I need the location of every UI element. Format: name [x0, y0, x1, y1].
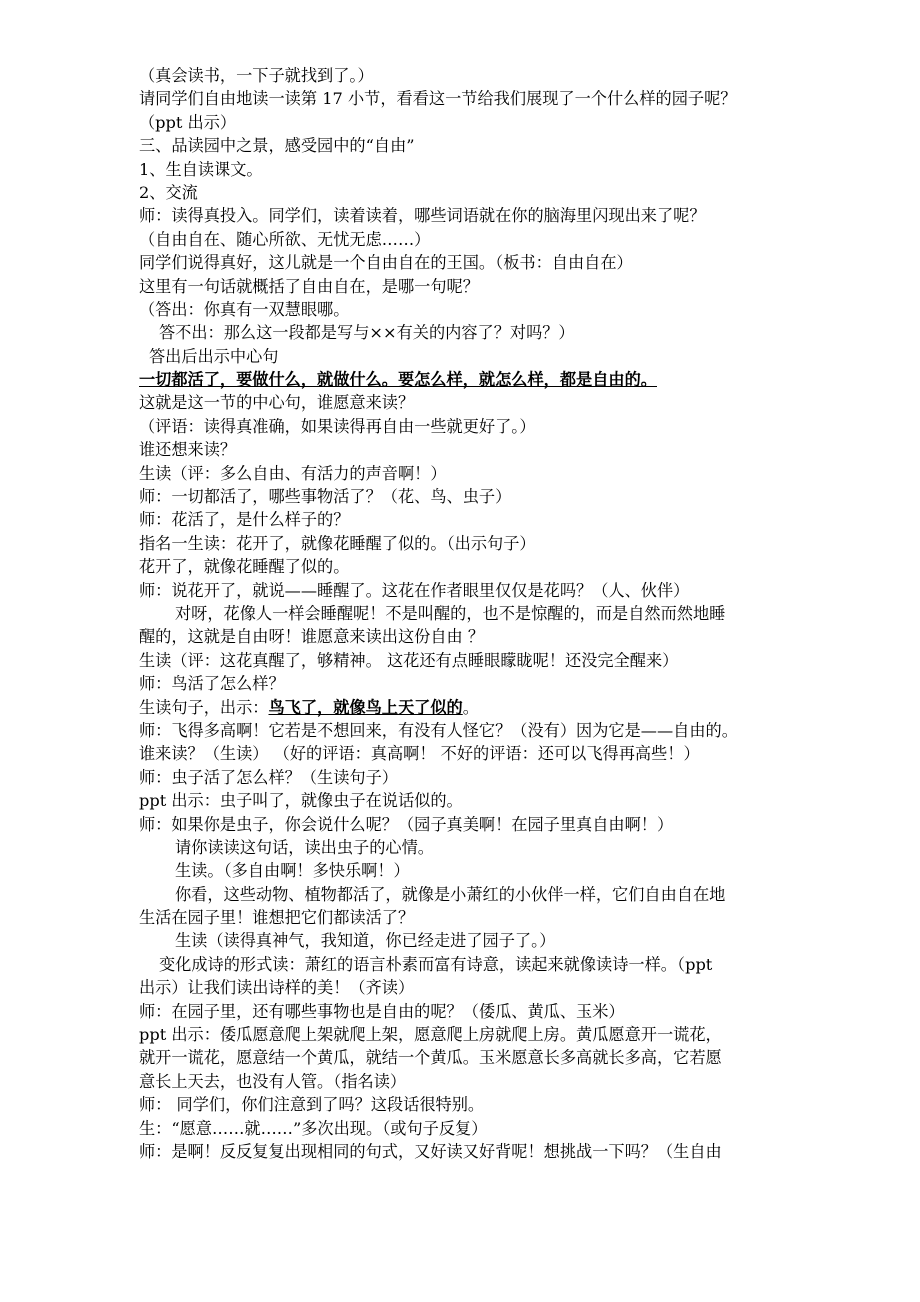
text-line: 谁还想来读？: [139, 440, 237, 460]
text-line: 醒的，这就是自由呀！谁愿意来读出这份自由 ？: [139, 627, 485, 647]
text-line: 这就是这一节的中心句，谁愿意来读？: [139, 393, 415, 413]
text-line: 生读（读得真神气，我知道，你已经走进了园子了。）: [175, 931, 556, 951]
text-line: 谁来读？（生读） （好的评语：真高啊！ 不好的评语：还可以飞得再高些！）: [139, 744, 700, 764]
text-line: 生读（评：多么自由、有活力的声音啊！）: [139, 463, 447, 483]
text-line: 意长上天去，也没有人管。（指名读）: [139, 1071, 407, 1091]
text-line: 就开一谎花，愿意结一个黄瓜，就结一个黄瓜。玉米愿意长多高就长多高，它若愿: [139, 1048, 722, 1068]
text-line: 师：是啊！反反复复出现相同的句式，又好读又好背呢！想挑战一下吗？（生自由: [139, 1141, 722, 1161]
text-line: 请同学们自由地读一读第 17 小节，看看这一节给我们展现了一个什么样的园子呢？: [139, 89, 737, 109]
central-sentence: 一切都活了，要做什么，就做什么。要怎么样，就怎么样，都是自由的。: [139, 370, 657, 390]
text-line: 对呀，花像人一样会睡醒呢！不是叫醒的，也不是惊醒的，而是自然而然地睡: [175, 603, 726, 623]
text-line: 生：“愿意……就……”多次出现。（或句子反复）: [139, 1118, 488, 1138]
text-line: 这里有一句话就概括了自由自在，是哪一句呢？: [139, 276, 479, 296]
text-line: 答出后出示中心句: [149, 346, 279, 366]
text-line: （ppt 出示）: [139, 112, 237, 132]
text-line: 指名一生读：花开了，就像花睡醒了似的。（出示句子）: [139, 533, 536, 553]
text-line: 师：如果你是虫子，你会说什么呢？（园子真美啊！在园子里真自由啊！）: [139, 814, 674, 834]
text-line: 2、交流: [139, 182, 198, 202]
text-line: 师：飞得多高啊！它若是不想回来，有没有人怪它？（没有）因为它是——自由的。: [139, 720, 738, 740]
text-line: 师：说花开了，就说——睡醒了。这花在作者眼里仅仅是花吗？（人、伙伴）: [139, 580, 690, 600]
text-line: 师：鸟活了怎么样？: [139, 674, 285, 694]
text-line: 出示）让我们读出诗样的美！（齐读）: [139, 978, 415, 998]
section-heading: 三、品读园中之景，感受园中的“自由”: [139, 136, 415, 156]
text-segment: 生读句子，出示：: [139, 697, 269, 717]
text-line: ppt 出示：虫子叫了，就像虫子在说话似的。: [139, 791, 463, 811]
text-line: [139, 696, 811, 719]
text-line: （答出：你真有一双慧眼哪。: [139, 299, 350, 319]
text-line: 请你读读这句话，读出虫子的心情。: [175, 837, 434, 857]
text-line: 师：一切都活了，哪些事物活了？（花、鸟、虫子）: [139, 487, 512, 507]
text-line: 生活在园子里！谁想把它们都读活了？: [139, 908, 415, 928]
text-line: 同学们说得真好，这儿就是一个自由自在的王国。（板书：自由自在）: [139, 253, 633, 273]
text-line: 你看，这些动物、植物都活了，就像是小萧红的小伙伴一样，它们自由自在地: [175, 884, 726, 904]
text-line: （评语：读得真准确，如果读得再自由一些就更好了。）: [139, 416, 536, 436]
text-line: （自由自在、随心所欲、无忧无虑……）: [139, 229, 431, 249]
lesson-text: [139, 64, 811, 1163]
text-line: 变化成诗的形式读：萧红的语言朴素而富有诗意，读起来就像读诗一样。（ppt: [159, 954, 713, 974]
text-line: 师：虫子活了怎么样？（生读句子）: [139, 767, 398, 787]
text-line: 生读。（多自由啊！多快乐啊！）: [175, 861, 410, 881]
highlighted-sentence: 鸟飞了，就像鸟上天了似的: [268, 697, 463, 717]
text-line: 师： 同学们，你们注意到了吗？这段话很特别。: [139, 1095, 485, 1115]
text-line: ppt 出示：倭瓜愿意爬上架就爬上架，愿意爬上房就爬上房。黄瓜愿意开一谎花，: [139, 1025, 722, 1045]
text-line: 师：读得真投入。同学们，读着读着，哪些词语就在你的脑海里闪现出来了呢？: [139, 206, 706, 226]
text-line: 师：在园子里，还有哪些事物也是自由的呢？（倭瓜、黄瓜、玉米）: [139, 1001, 625, 1021]
text-line: 生读（评：这花真醒了，够精神。 这花还有点睡眼矇眬呢！还没完全醒来）: [139, 650, 679, 670]
text-line: （真会读书，一下子就找到了。）: [139, 66, 374, 85]
text-segment: 。: [462, 697, 479, 717]
text-line: 1、生自读课文。: [139, 159, 263, 179]
text-line: 答不出：那么这一段都是写与××有关的内容了？对吗？）: [159, 323, 575, 343]
text-line: 师：花活了，是什么样子的？: [139, 510, 350, 530]
text-line: 花开了，就像花睡醒了似的。: [139, 557, 350, 577]
